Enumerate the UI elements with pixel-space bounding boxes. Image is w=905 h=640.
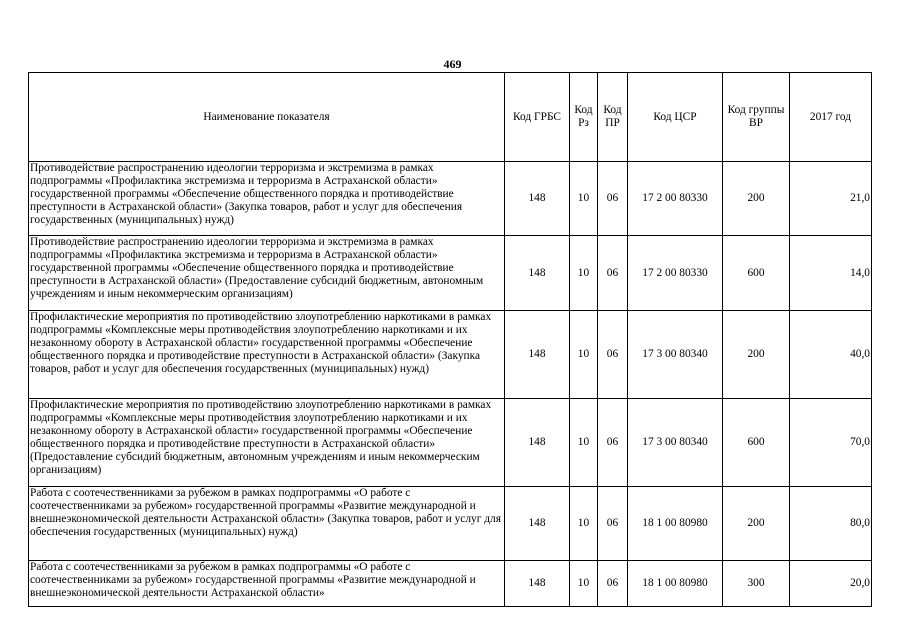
row-pr: 06 xyxy=(598,162,628,236)
row-amount: 80,0 xyxy=(790,487,872,561)
row-vr: 600 xyxy=(723,236,790,311)
header-grbs: Код ГРБС xyxy=(505,73,570,162)
row-name: Профилактические мероприятия по противодействию злоупотреблению наркотиками в рамках подпрограммы «Комплексные меры противодействия злоупотреблению наркотиками и их незаконному обороту в Астраханской области» государственной программы «Обеспечение общественного порядка и противодействие преступности в Астраханской области» (Закупка товаров, работ и услуг для обеспечения государственных (муниципальных) нужд) xyxy=(29,311,505,399)
header-pr: Код ПР xyxy=(598,73,628,162)
row-rz: 10 xyxy=(570,236,598,311)
row-csr: 17 3 00 80340 xyxy=(628,311,723,399)
row-grbs: 148 xyxy=(505,311,570,399)
row-grbs: 148 xyxy=(505,399,570,487)
row-pr: 06 xyxy=(598,487,628,561)
header-rz: Код Рз xyxy=(570,73,598,162)
row-vr: 600 xyxy=(723,399,790,487)
table-row xyxy=(29,561,872,607)
row-csr: 18 1 00 80980 xyxy=(628,487,723,561)
header-vr: Код группы ВР xyxy=(723,73,790,162)
row-vr: 200 xyxy=(723,311,790,399)
row-grbs: 148 xyxy=(505,162,570,236)
header-name: Наименование показателя xyxy=(29,73,505,162)
row-rz: 10 xyxy=(570,561,598,607)
row-name: Работа с соотечественниками за рубежом в рамках подпрограммы «О работе с соотечественниками за рубежом» государственной программы «Развитие международной и внешнеэкономической деятельности Астраханской области» (Закупка товаров, работ и услуг для обеспечения государственных (муниципальных) нужд) xyxy=(29,487,505,561)
table-row xyxy=(29,162,872,236)
row-vr: 200 xyxy=(723,487,790,561)
table-row xyxy=(29,236,872,311)
row-rz: 10 xyxy=(570,162,598,236)
row-rz: 10 xyxy=(570,487,598,561)
page-number: 469 xyxy=(443,57,462,71)
row-amount: 20,0 xyxy=(790,561,872,607)
header-row xyxy=(29,73,872,162)
row-pr: 06 xyxy=(598,561,628,607)
row-name: Профилактические мероприятия по противодействию злоупотреблению наркотиками в рамках подпрограммы «Комплексные меры противодействия злоупотреблению наркотиками и их незаконному обороту в Астраханской области» государственной программы «Обеспечение общественного порядка и противодействие преступности в Астраханской области» (Предоставление субсидий бюджетным, автономным учреждениям и иным некоммерческим организациям) xyxy=(29,399,505,487)
row-amount: 40,0 xyxy=(790,311,872,399)
row-pr: 06 xyxy=(598,399,628,487)
table-row xyxy=(29,399,872,487)
row-rz: 10 xyxy=(570,399,598,487)
row-csr: 17 2 00 80330 xyxy=(628,162,723,236)
row-pr: 06 xyxy=(598,236,628,311)
table-row xyxy=(29,311,872,399)
row-name: Работа с соотечественниками за рубежом в рамках подпрограммы «О работе с соотечественниками за рубежом» государственной программы «Развитие международной и внешнеэкономической деятельности Астраханской области» xyxy=(29,561,505,607)
row-csr: 17 2 00 80330 xyxy=(628,236,723,311)
row-csr: 17 3 00 80340 xyxy=(628,399,723,487)
row-vr: 300 xyxy=(723,561,790,607)
row-grbs: 148 xyxy=(505,561,570,607)
header-year: 2017 год xyxy=(790,73,872,162)
table-row xyxy=(29,487,872,561)
row-csr: 18 1 00 80980 xyxy=(628,561,723,607)
row-rz: 10 xyxy=(570,311,598,399)
row-grbs: 148 xyxy=(505,487,570,561)
row-vr: 200 xyxy=(723,162,790,236)
budget-table xyxy=(28,72,872,607)
header-csr: Код ЦСР xyxy=(628,73,723,162)
row-amount: 14,0 xyxy=(790,236,872,311)
row-pr: 06 xyxy=(598,311,628,399)
row-amount: 70,0 xyxy=(790,399,872,487)
row-grbs: 148 xyxy=(505,236,570,311)
row-name: Противодействие распространению идеологии терроризма и экстремизма в рамках подпрограммы «Профилактика экстремизма и терроризма в Астраханской области» государственной программы «Обеспечение общественного порядка и противодействие преступности в Астраханской области» (Закупка товаров, работ и услуг для обеспечения государственных (муниципальных) нужд) xyxy=(29,162,505,236)
row-amount: 21,0 xyxy=(790,162,872,236)
row-name: Противодействие распространению идеологии терроризма и экстремизма в рамках подпрограммы «Профилактика экстремизма и терроризма в Астраханской области» государственной программы «Обеспечение общественного порядка и противодействие преступности в Астраханской области» (Предоставление субсидий бюджетным, автономным учреждениям и иным некоммерческим организациям) xyxy=(29,236,505,311)
